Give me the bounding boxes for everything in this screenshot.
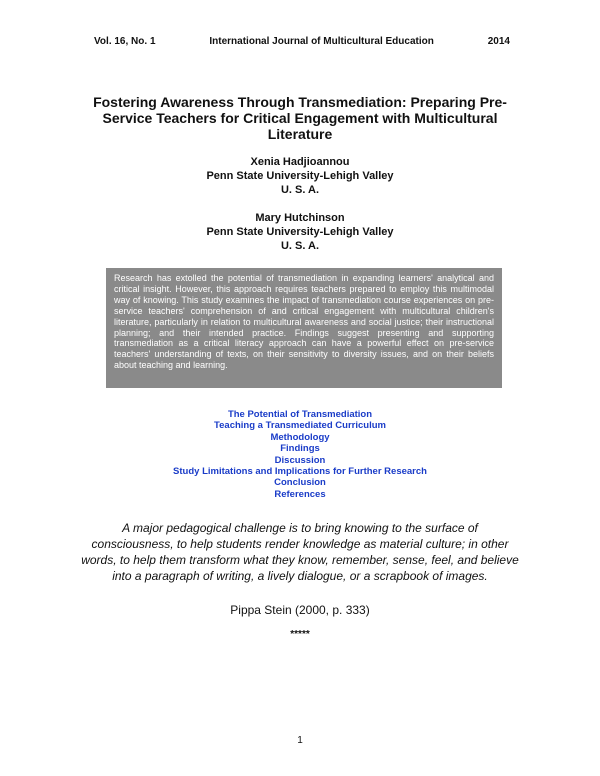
epigraph-attribution: Pippa Stein (2000, p. 333): [230, 603, 370, 617]
toc-link-teaching[interactable]: Teaching a Transmediated Curriculum: [214, 420, 386, 432]
journal-name: International Journal of Multicultural Education: [209, 36, 434, 47]
author-country: U. S. A.: [280, 240, 320, 252]
epigraph-quote: A major pedagogical challenge is to bring knowing to the surface of consciousness, to help students render knowledge as material culture; in other words, to help them transform what they know, remember, sense, feel, and believe into a paragraph of writing, a lively dialogue, or a scrapbook of images.: [81, 521, 519, 583]
author-country: U. S. A.: [280, 184, 320, 196]
author-name: Xenia Hadjioannou: [250, 156, 350, 168]
page-number: 1: [297, 735, 303, 746]
article-title: Fostering Awareness Through Transmediation: Preparing Pre-Service Teachers for Critical Engagement with Multicultural Literature: [93, 94, 507, 142]
volume-issue: Vol. 16, No. 1: [94, 36, 156, 47]
author-affiliation: Penn State University-Lehigh Valley: [206, 170, 394, 182]
toc-link-methodology[interactable]: Methodology: [270, 431, 330, 443]
section-separator: *****: [290, 629, 310, 640]
running-header: [94, 36, 510, 47]
author-block-1: [100, 155, 500, 197]
toc-link-potential[interactable]: The Potential of Transmediation: [227, 409, 373, 420]
toc-link-references[interactable]: References: [274, 488, 326, 500]
author-block-2: [100, 211, 500, 253]
abstract-box: Research has extolled the potential of transmediation in expanding learners' analytical and critical insight. However, this approach requires teachers prepared to employ this multimodal way of knowing. This study examines the impact of transmediation course experiences on pre-service teachers' comprehension of and critical engagement with multicultural children's literature, particularly in relation to multicultural awareness and social justice; their instructional planning; and their intended practice. Findings suggest presenting and supporting transmediation as a critical literacy approach can have a powerful effect on pre-service teachers' understanding of texts, on their sensitivity to diversity issues, and on their beliefs about teaching and learning.: [106, 268, 502, 388]
toc-link-discussion[interactable]: Discussion: [274, 454, 326, 466]
table-of-contents: [100, 409, 500, 500]
toc-link-findings[interactable]: Findings: [280, 443, 320, 455]
publication-year: 2014: [487, 36, 510, 47]
toc-link-conclusion[interactable]: Conclusion: [274, 477, 326, 489]
toc-link-limitations[interactable]: Study Limitations and Implications for Further Research: [173, 466, 427, 478]
author-name: Mary Hutchinson: [255, 212, 345, 224]
author-affiliation: Penn State University-Lehigh Valley: [206, 226, 394, 238]
